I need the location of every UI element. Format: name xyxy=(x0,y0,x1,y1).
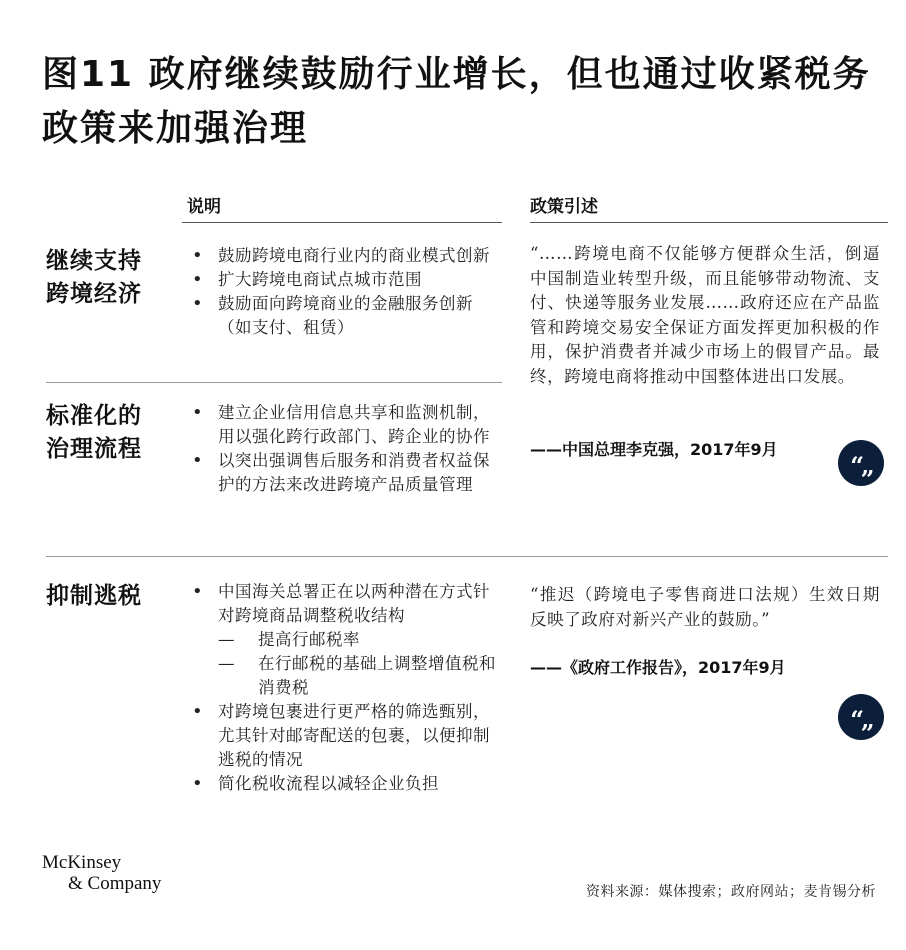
source-note: 资料来源：媒体搜索；政府网站；麦肯锡分析 xyxy=(586,884,876,900)
sub-item-text: 提高行邮税率 xyxy=(258,630,360,649)
quote-attribution-1: ——中国总理李克强，2017年9月 xyxy=(530,440,778,459)
policy-quote-2: “推迟（跨境电子零售商进口法规）生效日期反映了政府对新兴产业的鼓励。” xyxy=(530,585,880,629)
list-item: • 简化税收流程以减轻企业负担 xyxy=(188,772,500,796)
row-label-line: 继续支持 xyxy=(46,248,142,274)
column-header-description: 说明 xyxy=(187,197,221,217)
page-title: 图11 政府继续鼓励行业增长，但也通过收紧税务政策来加强治理 xyxy=(42,54,871,149)
row-1-bullets xyxy=(188,244,500,340)
logo-line: McKinsey xyxy=(42,852,122,873)
list-item: • 对跨境包裹进行更严格的筛选甄别，尤其针对邮寄配送的包裹，以便抑制逃税的情况 xyxy=(188,700,500,772)
row-label-standardized-governance xyxy=(46,400,176,466)
header-rule-description xyxy=(182,222,502,223)
list-item: • 鼓励面向跨境商业的金融服务创新（如支付、租赁） xyxy=(188,292,500,340)
row-label-line: 治理流程 xyxy=(46,436,142,462)
list-item: • 建立企业信用信息共享和监测机制，用以强化跨行政部门、跨企业的协作 xyxy=(188,401,500,449)
row-label-line: 跨境经济 xyxy=(46,281,142,307)
sub-item xyxy=(218,652,500,700)
list-item: • 以突出强调售后服务和消费者权益保护的方法来改进跨境产品质量管理 xyxy=(188,449,500,497)
list-item: • 扩大跨境电商试点城市范围 xyxy=(188,268,500,292)
list-item: • 鼓励跨境电商行业内的商业模式创新 xyxy=(188,244,500,268)
header-rule-policy xyxy=(530,222,888,223)
row-label-curb-tax-evasion xyxy=(46,580,176,613)
dash-marker: — xyxy=(218,654,235,673)
row-divider xyxy=(46,556,888,557)
row-label-line: 抑制逃税 xyxy=(46,583,142,609)
row-divider xyxy=(46,382,502,383)
policy-quote-1: “……跨境电商不仅能够方便群众生活，倒逼中国制造业转型升级，而且能够带动物流、支付、快递等服务业发展……政府还应在产品监管和跨境交易安全保证方面发挥更加积极的作用，保护消费者并减少市场上的假冒产品。最终，跨境电商将推动中国整体进出口发展。 xyxy=(530,244,880,386)
sub-item-text: 在行邮税的基础上调整增值税和消费税 xyxy=(258,654,496,697)
list-item-text: 中国海关总署正在以两种潜在方式针对跨境商品调整税收结构 xyxy=(218,582,490,625)
row-3-bullets xyxy=(188,580,500,796)
quote-icon: “„ xyxy=(838,440,884,486)
list-item xyxy=(188,580,500,700)
row-label-continue-support xyxy=(46,245,176,311)
quote-icon: “„ xyxy=(838,694,884,740)
row-label-line: 标准化的 xyxy=(46,403,142,429)
logo-line: & Company xyxy=(68,873,162,894)
sub-item xyxy=(218,628,500,652)
dash-marker: — xyxy=(218,630,235,649)
quote-attribution-2: ——《政府工作报告》，2017年9月 xyxy=(530,658,786,677)
column-header-policy: 政策引述 xyxy=(530,197,598,217)
row-2-bullets xyxy=(188,401,500,497)
mckinsey-logo xyxy=(42,852,161,894)
